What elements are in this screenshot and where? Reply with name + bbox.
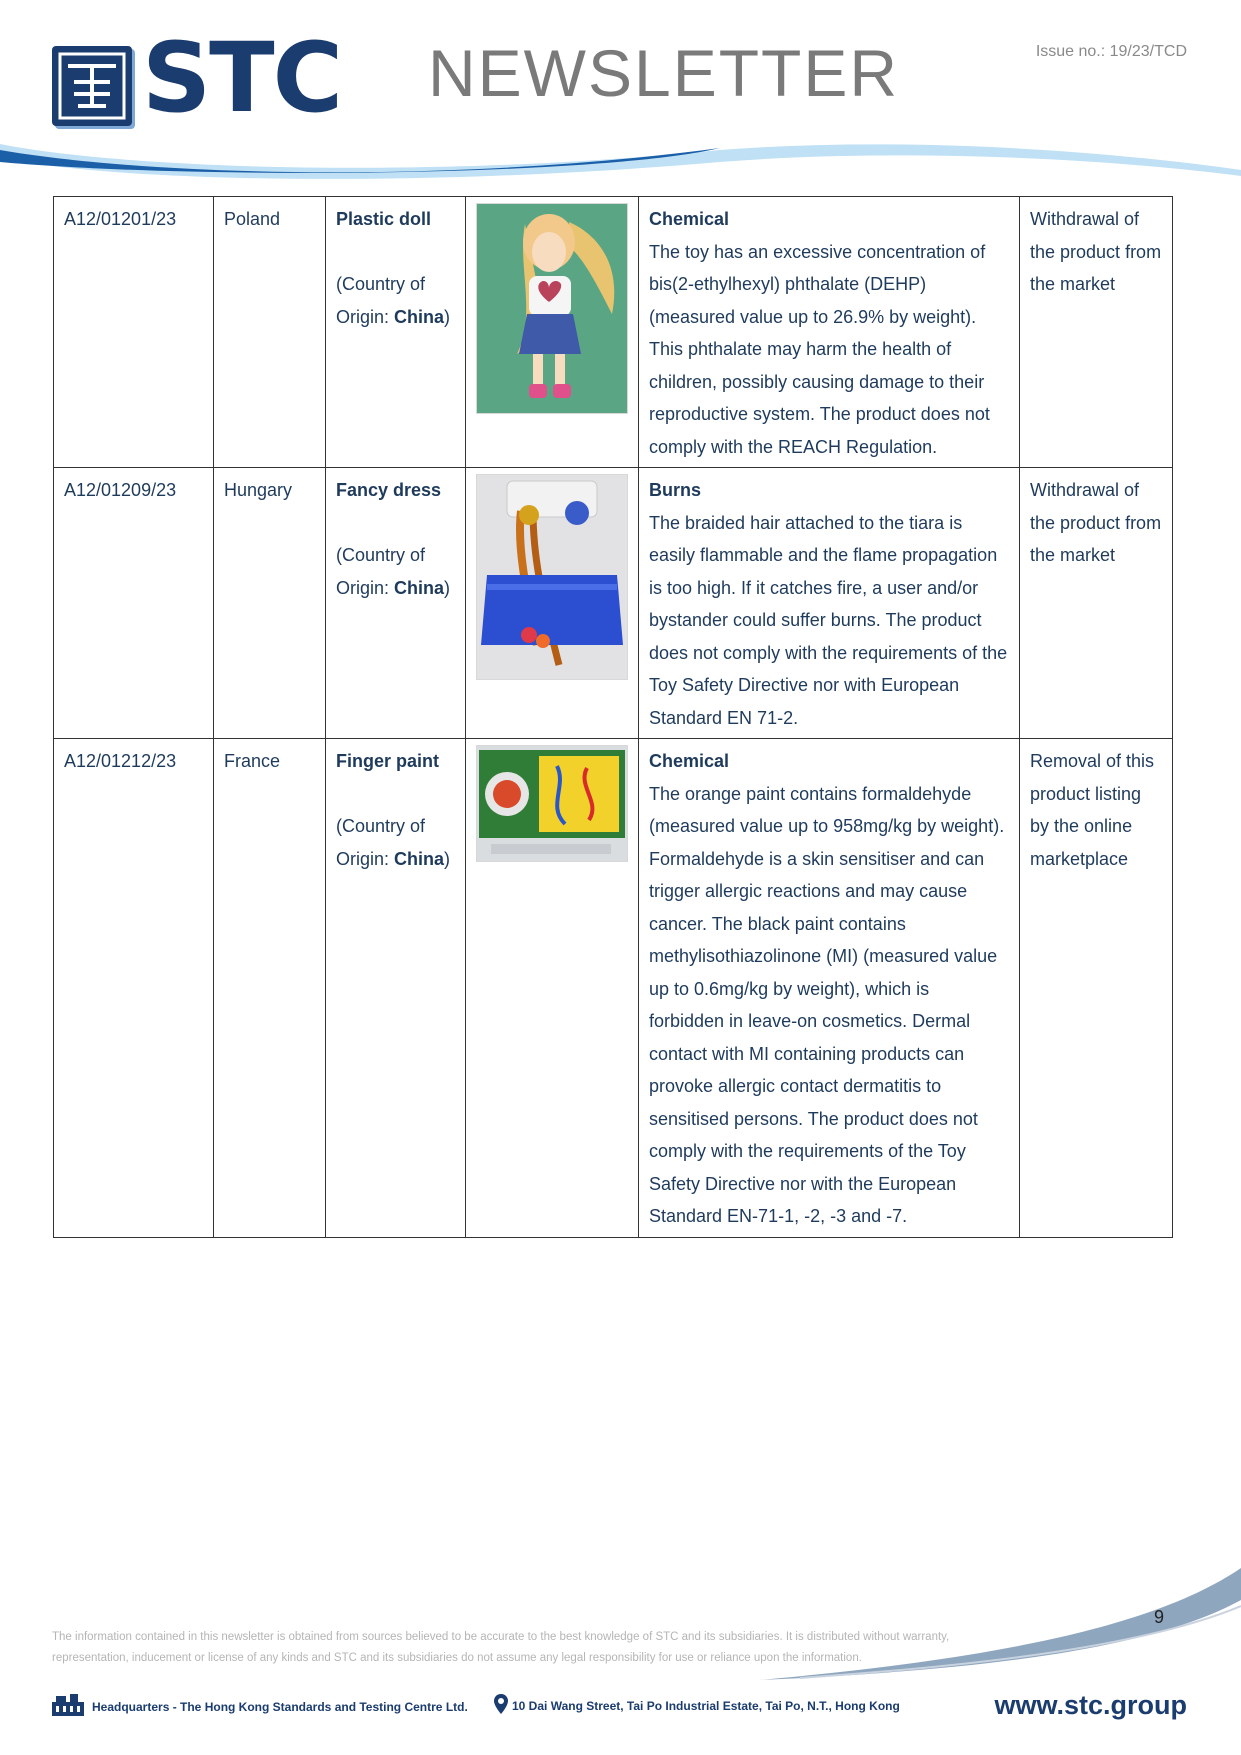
page-number: 9 bbox=[1154, 1607, 1165, 1627]
reference-number: A12/01212/23 bbox=[54, 739, 214, 1238]
risk-description: The toy has an excessive concentration of bis(2-ethylhexyl) phthalate (DEHP) (measured value up to 26.9% by weight). This phthalate may harm the health of children, possibly causing damage to their reproductive system. The product does not comply with the REACH Regulation. bbox=[649, 241, 990, 457]
image-cell bbox=[466, 468, 639, 739]
product-cell bbox=[326, 739, 466, 1238]
location-pin-icon bbox=[494, 1694, 508, 1717]
risk-cell bbox=[639, 197, 1020, 468]
risk-description: The braided hair attached to the tiara is easily flammable and the flame propagation is too high. If it catches fire, a user and/or bystander could suffer burns. The product does not comply with the requirements of the Toy Safety Directive nor with European Standard EN 71-2. bbox=[649, 512, 1008, 728]
origin-label: (Country of Origin: bbox=[336, 274, 426, 327]
product-name: Finger paint bbox=[336, 751, 439, 771]
address-info bbox=[494, 1694, 900, 1717]
origin-label: (Country of Origin: bbox=[336, 545, 426, 598]
image-cell bbox=[466, 197, 639, 468]
origin-label: (Country of Origin: bbox=[336, 816, 426, 869]
product-name: Fancy dress bbox=[336, 480, 442, 500]
newsletter-title: NEWSLETTER bbox=[428, 36, 900, 110]
brand-name: STC bbox=[142, 22, 342, 134]
measures-taken: Withdrawal of the product from the market bbox=[1020, 197, 1173, 468]
risk-type: Burns bbox=[649, 480, 702, 500]
measures-taken: Removal of this product listing by the online marketplace bbox=[1020, 739, 1173, 1238]
image-cell bbox=[466, 739, 639, 1238]
risk-type: Chemical bbox=[649, 751, 730, 771]
product-cell bbox=[326, 197, 466, 468]
origin-country: China bbox=[394, 306, 445, 327]
table-row bbox=[54, 197, 1173, 468]
doll-photo-icon bbox=[476, 203, 628, 414]
measures-taken: Withdrawal of the product from the market bbox=[1020, 468, 1173, 739]
header-swoosh-decoration bbox=[0, 140, 1241, 190]
website-link[interactable]: www.stc.group bbox=[994, 1690, 1187, 1720]
origin-close: ) bbox=[444, 306, 451, 327]
risk-description: The orange paint contains formaldehyde (measured value up to 958mg/kg by weight). Formaldehyde is a skin sensitiser and can trigger allergic reactions and may cause cancer. The black paint contains methylisothiazolinone (MI) (measured value up to 0.6mg/kg by weight), which is forbidden in leave-on cosmetics. Dermal contact with MI containing products can provoke allergic contact dermatitis to sensitised persons. The product does not comply with the requirements of the Toy Safety Directive nor with the European Standard EN-71-1, -2, -3 and -7. bbox=[649, 783, 1005, 1226]
issue-number: Issue no.: 19/23/TCD bbox=[1035, 43, 1187, 60]
headquarters-info bbox=[50, 1694, 468, 1719]
risk-cell bbox=[639, 739, 1020, 1238]
fancy-dress-photo-icon bbox=[476, 474, 628, 680]
recall-table bbox=[53, 196, 1173, 1238]
reference-number: A12/01209/23 bbox=[54, 468, 214, 739]
stc-logo-icon bbox=[52, 46, 132, 126]
reference-number: A12/01201/23 bbox=[54, 197, 214, 468]
building-icon bbox=[50, 1694, 86, 1719]
origin-country: China bbox=[394, 577, 445, 598]
product-cell bbox=[326, 468, 466, 739]
notifying-country: Hungary bbox=[214, 468, 326, 739]
origin-country: China bbox=[394, 848, 445, 869]
notifying-country: France bbox=[214, 739, 326, 1238]
risk-cell bbox=[639, 468, 1020, 739]
disclaimer-text: The information contained in this newsletter is obtained from sources believed to be accurate to the best knowledge of STC and its subsidiaries. It is distributed without warranty, representation, inducement or license of any kinds and STC and its subsidiaries do not assume any legal responsibility for use or reliance upon the information. bbox=[52, 1631, 950, 1664]
origin-close: ) bbox=[444, 848, 451, 869]
finger-paint-photo-icon bbox=[476, 745, 628, 862]
table-row bbox=[54, 739, 1173, 1238]
headquarters-text: Headquarters - The Hong Kong Standards and Testing Centre Ltd. bbox=[92, 1699, 468, 1714]
origin-close: ) bbox=[444, 577, 451, 598]
table-row bbox=[54, 468, 1173, 739]
address-text: 10 Dai Wang Street, Tai Po Industrial Estate, Tai Po, N.T., Hong Kong bbox=[512, 1698, 900, 1713]
notifying-country: Poland bbox=[214, 197, 326, 468]
risk-type: Chemical bbox=[649, 209, 730, 229]
product-name: Plastic doll bbox=[336, 209, 432, 229]
